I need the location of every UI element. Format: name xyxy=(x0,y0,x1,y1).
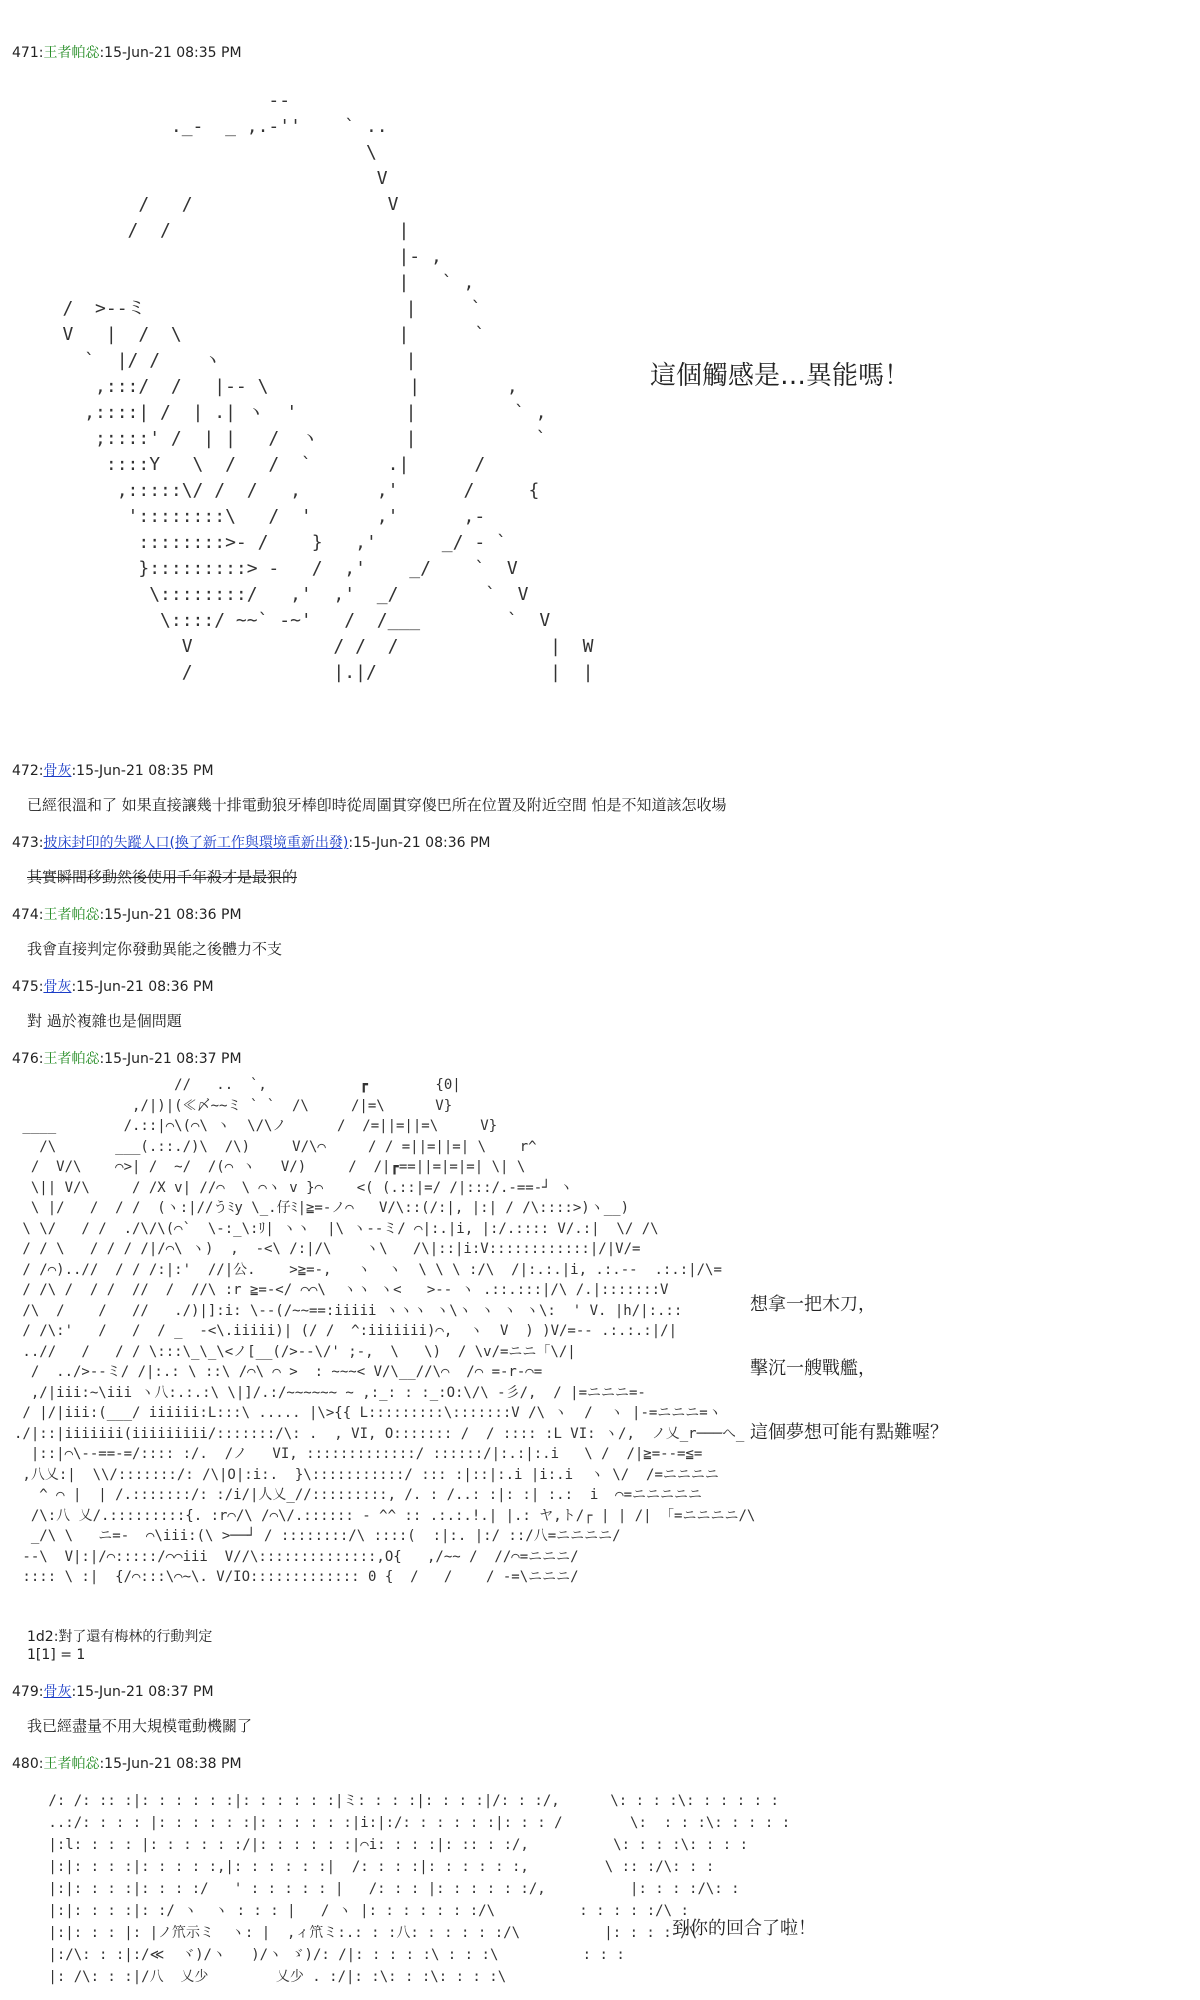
poster-name[interactable]: 骨灰 xyxy=(43,1684,72,1700)
caption-476-line3: 這個夢想可能有點難喔？ xyxy=(750,1422,948,1443)
post-body-472: 已經很溫和了 如果直接讓幾十排電動狼牙棒卽時從周圍貫穿傻巴所在位置及附近空間 怕是不知道該怎收場 xyxy=(27,796,727,814)
poster-name[interactable]: 披床封印的失蹤人口(換了新工作與環境重新出發) xyxy=(43,835,349,851)
post-header-480: 480:王者帕惢:15-Jun-21 08:38 PM xyxy=(12,1756,242,1772)
poster-name[interactable]: 骨灰 xyxy=(43,979,72,995)
post-date: 15-Jun-21 08:37 PM xyxy=(76,1684,214,1700)
post-header-474: 474:王者帕惢:15-Jun-21 08:36 PM xyxy=(12,907,242,923)
post-header-479: 479:骨灰:15-Jun-21 08:37 PM xyxy=(12,1684,214,1700)
caption-471: 這個觸感是…異能嗎！ xyxy=(650,361,911,391)
post-body-474: 我會直接判定你發動異能之後體力不支 xyxy=(27,940,283,958)
post-date: 15-Jun-21 08:36 PM xyxy=(76,979,214,995)
post-header-471: 471:王者帕惢:15-Jun-21 08:35 PM xyxy=(12,45,242,61)
poster-name[interactable]: 王者帕惢 xyxy=(43,1051,100,1067)
caption-476-line1: 想拿一把木刀， xyxy=(750,1294,876,1315)
poster-name[interactable]: 王者帕惢 xyxy=(43,1756,100,1772)
poster-name[interactable]: 骨灰 xyxy=(43,763,72,779)
post-date: 15-Jun-21 08:36 PM xyxy=(353,835,491,851)
post-number: 473 xyxy=(12,835,39,851)
post-body-479: 我已經盡量不用大規模電動機關了 xyxy=(27,1717,253,1735)
post-header-473: 473:披床封印的失蹤人口(換了新工作與環境重新出發):15-Jun-21 08:36 PM xyxy=(12,835,491,851)
post-date: 15-Jun-21 08:35 PM xyxy=(104,45,242,61)
post-number: 475 xyxy=(12,979,39,995)
post-number: 479 xyxy=(12,1684,39,1700)
post-header-472: 472:骨灰:15-Jun-21 08:35 PM xyxy=(12,763,214,779)
dice-roll-476: 1d2:對了還有梅林的行動判定 xyxy=(27,1629,213,1645)
post-header-476: 476:王者帕惢:15-Jun-21 08:37 PM xyxy=(12,1051,242,1067)
post-date: 15-Jun-21 08:35 PM xyxy=(76,763,214,779)
post-date: 15-Jun-21 08:38 PM xyxy=(104,1756,242,1772)
dice-result-476: 1[1] = 1 xyxy=(27,1647,86,1663)
post-number: 474 xyxy=(12,907,39,923)
post-number: 476 xyxy=(12,1051,39,1067)
post-date: 15-Jun-21 08:36 PM xyxy=(104,907,242,923)
post-number: 480 xyxy=(12,1756,39,1772)
poster-name[interactable]: 王者帕惢 xyxy=(43,45,100,61)
post-header-475: 475:骨灰:15-Jun-21 08:36 PM xyxy=(12,979,214,995)
post-number: 471 xyxy=(12,45,39,61)
poster-name[interactable]: 王者帕惢 xyxy=(43,907,100,923)
ascii-art-476: // .. `, ┏ {0| ,/|)|(≪〆~~ミ ` ` /\ /|=\ V} ____ /.::|⌒\(⌒\ ヽ \/\ノ / /=||=||=\ V} /\ ___(.::./)\ /\) V/\⌒ / / =||=||=| \ r^ / V/\ ⌒>| / ~/ /(⌒ ヽ V/) / /|┏==||=|=|=| \| \ \|| V/\ / /X v| //⌒ \ ⌒ヽ v }⌒ <( (.::|=/ /|:::/.-==-┘ ヽ \ |/ / / / (ヽ:|//うﾐy \_.仔ﾐ|≧=-ノ⌒ V/\::(/:|, |:| / /\::::>)ヽ__) \ \/ / / ./\/\(⌒` \-:_\:ﾘ| ヽヽ |\ ヽ--ミ/ ⌒|:.|i, |:/.:::: V/.:| \/ /\ / / \ / / / /|/⌒\ ヽ) , -<\ /:|/\ ヽ\ /\|::|i:V::::::::::::|/|V/= / /⌒)..// / / /:|:' //|公. >≧=-, ヽ ヽ \ \ \ :/\ /|:.:.|i, .:.-- .:.:|/\= / /\ / / / // / //\ :r ≧=-</ ⌒⌒\ ヽヽ ヽ< >-- ヽ .::.:::|/\ /.|:::::::V /\ / / // ./)|]:i: \--(/~~==:iiiii ヽヽヽ ヽ\ヽ ヽ ヽ ヽ\: ' V. |h/|:.:: / /\:' / / / _ -<\.iiiii)| (/ / ^:iiiiiii)⌒, ヽ V ) )V/=-- .:.:.:|/| ..// / / / \:::\_\_\<ノ[__(/>--\/' ;-, \ \) / \v/=ニニ「\/| / ../>--ミ/ /|:.: \ ::\ /⌒\ ⌒ > : ~~~< V/\__//\⌒ /⌒ =-r-⌒= ,/|iii:~\iii ヽ八:.:.:\ \|]/.:/~~~~~~ ~ ,:_: : :_:O:\/\ -彡/, / |=ニニニ=- / |/|iii:(___/ iiiiii:L:::\ ..... |\>{{ L:::::::::\:::::::V /\ ヽ / ヽ |-=ニニニ=ヽ ./|::|iiiiiii(iiiiiiiii/:::::::/\: . , VI, O::::::: / / :::: :L VI: ヽ/, ノ乂_r───へ_ |::|⌒\--==-=/:::: :/. /ノ VI, :::::::::::::/ ::::::/|:.:|:.i \ / /|≧=--=≦= ,八乂:| \\/:::::::/: /\|O|:i:. }\:::::::::::/ ::: :|::|:.i |i:.i ヽ \/ /=ニニニニ ^ ⌒ | | /.:::::::/: :/i/|人乂_//:::::::::, /. : /..: :|: :| :.: i ⌒=ニニニニニ /\:八 乂/.:::::::::{. :r⌒/\ /⌒\/.:::::: - ^^ :: .:.:.!.| |.: ヤ,ト/┌ | | /| 「=ニニニニ/\ _/\ \ ニ=- ⌒\iii:(\ >──┘ / ::::::::/\ ::::( :|:. |:/ ::/八=ニニニニ/ --\ V|:|/⌒:::::/⌒⌒iii V//\::::::::::::::,O{ ,/~~ / //⌒=ニニニ/ :::: \ :| {/⌒:::\⌒~\. V/IO::::::::::::: 0 { / / / -=\ニニニ/ xyxy=(14,1077,756,1585)
post-body-475: 對 過於複雜也是個問題 xyxy=(27,1012,182,1030)
caption-476-line2: 擊沉一艘戰艦， xyxy=(750,1358,876,1379)
ascii-art-471: -- ._- _ ,.-'' ` .. \ V / / V / / | |- , | ` , / >--ミ | ` V | / \ | ` ` |/ / ヽ | ,:::/ / |-- \ | , ,::::| / | .| ヽ ' | ` , ;::::' / | | / ヽ | ` ::::Y \ / / ` .| / ,:::::\/ / / , ,' / { '::::::::\ / ' ,' ,- ::::::::>- / } ,' _/ - ` }:::::::::> - / ,' _/ ` V \::::::::/ ,' ,' _/ ` V \::::/ ~~` -~' / /___ ` V V / / / | W / |.|/ | | xyxy=(62,90,594,683)
post-number: 472 xyxy=(12,763,39,779)
post-date: 15-Jun-21 08:37 PM xyxy=(104,1051,242,1067)
post-body-473: 其實瞬間移動然後使用千年殺才是最狠的 xyxy=(27,868,298,886)
ascii-art-480: /: /: :: :|: : : : : :|: : : : : :|ミ: : : :|: : : :|/: : :/, \: : : :\: : : : : : ..:/: : : : |: : : : : :|: : : : : :|i:|:/: : : : : :|: : : / \: : : :\: : : : : |:l: : : : |: : : : : :/|: : : : : :|⌒i: : : :|: :: : :/, \: : : :\: : : : |:|: : : :|: : : : :,|: : : : : :| /: : : :|: : : : : :, \ :: :/\: : : |:|: : : :|: : : :/ ' : : : : : | /: : : |: : : : : :/, |: : : :/\: : |:|: : : :|: :/ ヽ ヽ : : : | / ヽ |: : : : : : :/\ : : : : :/\ : |:|: : : |: |ノ笊示ミ ヽ: | ,ィ笊ミ:.: : :八: : : : : :/\ |: : : : /\ |:/\: : :|:/≪ ヾ)/ヽ )/ヽ ゞ)/: /|: : : : :\ : : :\ : : : |: /\: : :|/八 乂少 乂少 . :/|: :\: : :\: : : :\ xyxy=(48,1793,791,1985)
caption-480: 到你的回合了啦！ xyxy=(672,1918,816,1939)
